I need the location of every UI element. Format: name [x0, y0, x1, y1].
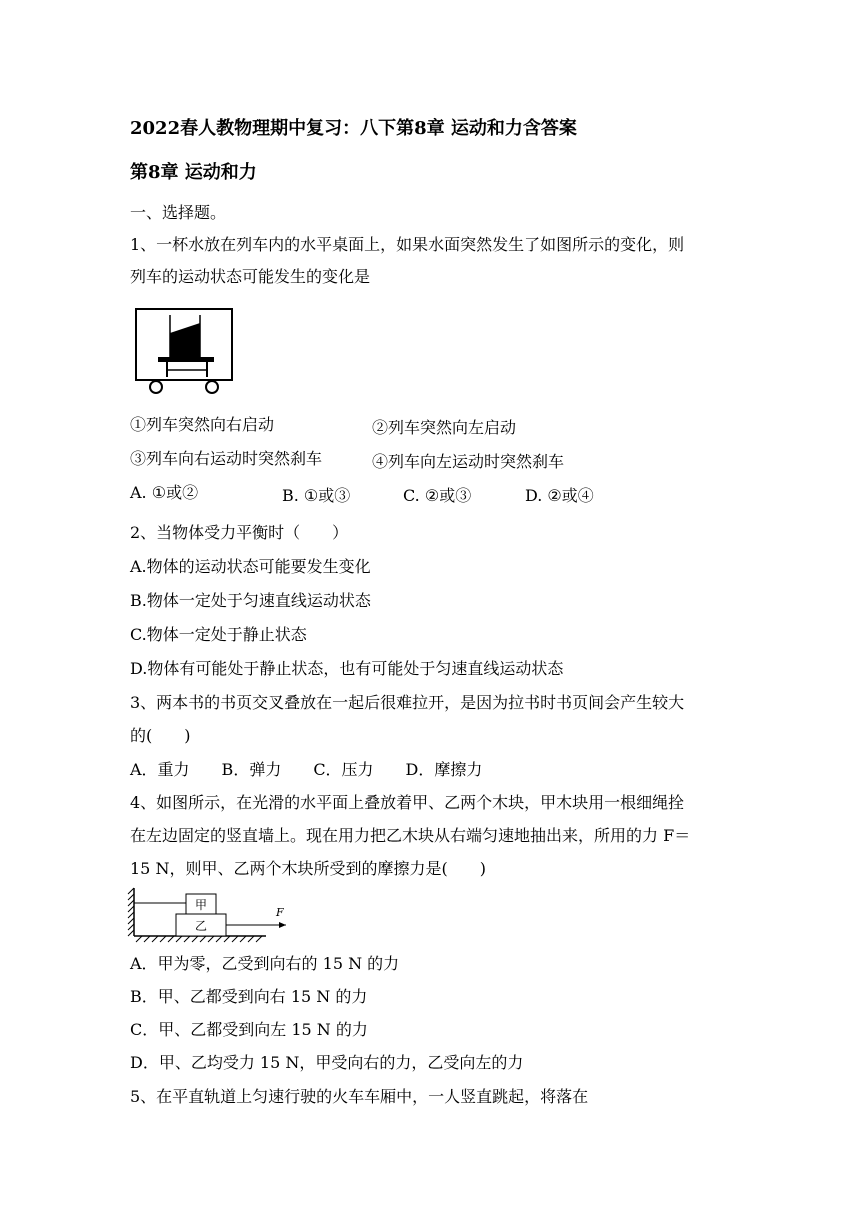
q1-option-1: ①列车突然向右启动: [130, 415, 275, 434]
q1-choice-d: D. ②或④: [525, 486, 594, 505]
force-label: F: [276, 906, 284, 919]
q5-stem: 5、在平直轨道上匀速行驶的火车车厢中，一人竖直跳起，将落在: [130, 1087, 589, 1106]
q2-stem: 2、当物体受力平衡时（ ）: [130, 523, 349, 542]
section-heading: 一、选择题。: [130, 203, 227, 222]
q1-choice-c: C. ②或③: [403, 486, 472, 505]
wheel-right: [206, 381, 218, 393]
q1-choice-b: B. ①或③: [282, 486, 351, 505]
doc-title: 2022春人教物理期中复习：八下第8章 运动和力含答案: [130, 118, 577, 139]
q2-choice-c: C.物体一定处于静止状态: [130, 625, 307, 644]
q4-choice-a: A．甲为零，乙受到向右的 15 N 的力: [130, 954, 400, 973]
q1-option-3: ③列车向右运动时突然刹车: [130, 449, 323, 468]
wall-hatching: [128, 888, 134, 936]
q4-choice-c: C．甲、乙都受到向左 15 N 的力: [130, 1020, 368, 1039]
block-jia-label: 甲: [194, 898, 208, 912]
q4-stem-line1: 4、如图所示，在光滑的水平面上叠放着甲、乙两个木块，甲木块用一根细绳拴: [130, 793, 685, 812]
q4-stem-line2: 在左边固定的竖直墙上。现在用力把乙木块从右端匀速地抽出来，所用的力 F＝: [130, 826, 691, 845]
q3-stem-line1: 3、两本书的书页交叉叠放在一起后很难拉开，是因为拉书时书页间会产生较大: [130, 693, 685, 712]
q1-stem-line1: 1、一杯水放在列车内的水平桌面上，如果水面突然发生了如图所示的变化，则: [130, 235, 685, 254]
q3-choices: A．重力 B．弹力 C．压力 D．摩擦力: [130, 760, 483, 779]
blocks-figure: [126, 886, 296, 944]
force-arrowhead: [279, 922, 286, 928]
q2-choice-d: D.物体有可能处于静止状态，也有可能处于匀速直线运动状态: [130, 659, 564, 678]
chapter-heading: 第8章 运动和力: [130, 162, 257, 183]
tilted-water: [170, 323, 200, 357]
q1-option-4: ④列车向左运动时突然刹车: [372, 452, 565, 471]
q2-choice-a: A.物体的运动状态可能要发生变化: [130, 557, 371, 576]
q1-stem-line2: 列车的运动状态可能发生的变化是: [130, 267, 371, 286]
q3-stem-line2: 的( ): [130, 726, 191, 745]
wheel-left: [150, 381, 162, 393]
block-yi-label: 乙: [194, 919, 208, 933]
table-top: [158, 357, 214, 362]
q2-choice-b: B.物体一定处于匀速直线运动状态: [130, 591, 371, 610]
q4-choice-b: B．甲、乙都受到向右 15 N 的力: [130, 987, 368, 1006]
q1-choice-a: A. ①或②: [130, 483, 199, 502]
q4-stem-line3: 15 N，则甲、乙两个木块所受到的摩擦力是( ): [130, 859, 486, 878]
q4-choice-d: D．甲、乙均受力 15 N，甲受向右的力，乙受向左的力: [130, 1053, 524, 1072]
q1-option-2: ②列车突然向左启动: [372, 418, 517, 437]
train-water-figure: [134, 307, 238, 397]
floor-hatching: [136, 936, 262, 942]
